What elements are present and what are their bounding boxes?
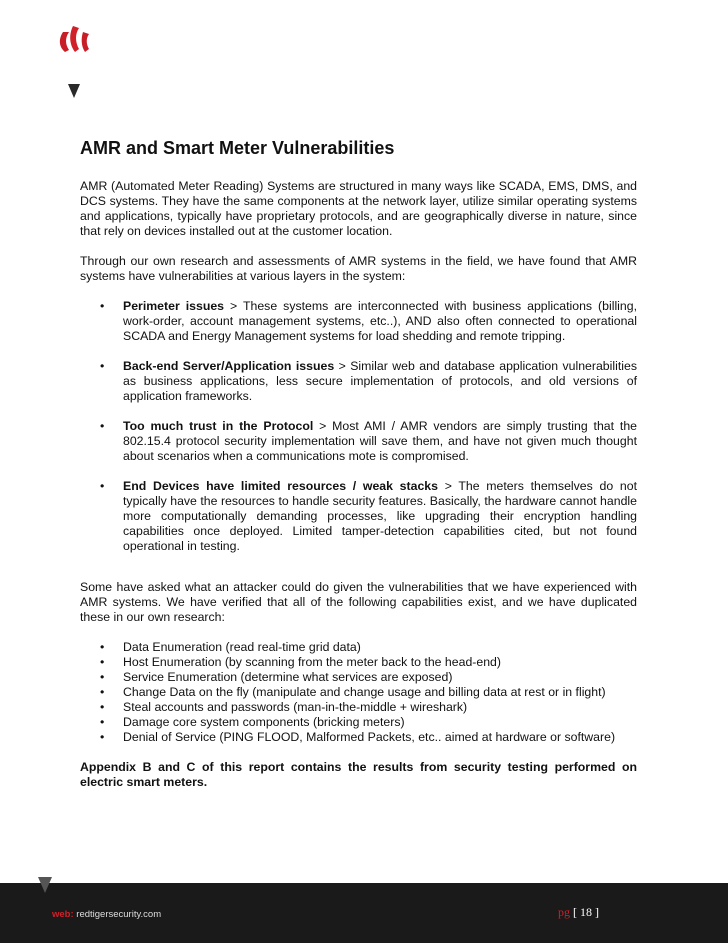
bullet-icon: • bbox=[100, 730, 105, 744]
pg-label: pg bbox=[558, 905, 570, 919]
tiger-claw-logo-icon bbox=[55, 22, 95, 102]
bullet-icon: • bbox=[100, 640, 105, 654]
capabilities-list bbox=[80, 640, 637, 745]
bullet-icon: • bbox=[100, 299, 105, 313]
main-content bbox=[80, 137, 637, 805]
bullet-icon: • bbox=[100, 685, 105, 699]
list-item: • Host Enumeration (by scanning from the meter back to the head-end) bbox=[100, 655, 501, 669]
bullet-icon: • bbox=[100, 419, 105, 433]
attacker-paragraph: Some have asked what an attacker could do given the vulnerabilities that we have experienced with AMR systems. We have verified that all of the following capabilities exist, and we have duplicated these in our own research: bbox=[80, 580, 637, 624]
bullet-icon: • bbox=[100, 670, 105, 684]
list-item: • Data Enumeration (read real-time grid data) bbox=[100, 640, 361, 654]
vulnerability-term: Back-end Server/Application issues bbox=[123, 359, 335, 373]
intro-paragraph: AMR (Automated Meter Reading) Systems are structured in many ways like SCADA, EMS, DMS, and DCS systems. They have the same components at the network layer, utilize similar operating systems and applications, typically have proprietary protocols, and are geographically diverse in nature, since that rely on devices installed out at the customer location. bbox=[80, 179, 637, 238]
bullet-icon: • bbox=[100, 479, 105, 493]
vulnerability-text: > Most AMI / AMR vendors are simply trusting that the 802.15.4 protocol security implementation will save them, and have not given much thought about scenarios when a communications mote is compromised. bbox=[123, 419, 637, 463]
vulnerability-list bbox=[80, 299, 637, 554]
list-item bbox=[80, 419, 637, 464]
vulnerability-text: > The meters themselves do not typically have the resources to handle security features. Basically, the hardware cannot handle more computationally demanding processes, like upgrading their encryption handling capabilities once deployed. Limited tamper-detection capabilities cited, but not found operational in testing. bbox=[123, 479, 637, 553]
footer-claw-icon bbox=[36, 875, 54, 895]
page-footer bbox=[0, 883, 728, 943]
list-item: • Service Enumeration (determine what services are exposed) bbox=[100, 670, 453, 684]
page-title: AMR and Smart Meter Vulnerabilities bbox=[80, 138, 395, 158]
vulnerability-text: > Similar web and database application vulnerabilities as business applications, less secure implementation of protocols, and old versions of application frameworks. bbox=[123, 359, 637, 403]
footer-website bbox=[52, 909, 161, 920]
list-item bbox=[80, 479, 637, 554]
pg-number: [ 18 ] bbox=[570, 905, 599, 919]
vulnerability-text: > These systems are interconnected with business applications (billing, work-order, account management systems, etc..), AND also often connected to operational SCADA and Energy Management systems for load shedding and remote tripping. bbox=[123, 299, 638, 343]
research-paragraph: Through our own research and assessments of AMR systems in the field, we have found that AMR systems have vulnerabilities at various layers in the system: bbox=[80, 254, 637, 283]
list-item: • Denial of Service (PING FLOOD, Malformed Packets, etc.. aimed at hardware or software) bbox=[100, 730, 616, 744]
vulnerability-term: Too much trust in the Protocol bbox=[123, 419, 314, 433]
web-label: web: bbox=[52, 909, 74, 920]
list-item: • Steal accounts and passwords (man-in-the-middle + wireshark) bbox=[100, 700, 468, 714]
list-item: • Damage core system components (bricking meters) bbox=[100, 715, 405, 729]
list-item bbox=[80, 359, 637, 404]
bullet-icon: • bbox=[100, 655, 105, 669]
page-number bbox=[558, 905, 599, 920]
vulnerability-term: End Devices have limited resources / weak stacks bbox=[123, 479, 438, 493]
web-url: redtigersecurity.com bbox=[73, 909, 162, 920]
bullet-icon: • bbox=[100, 715, 105, 729]
bullet-icon: • bbox=[100, 700, 105, 714]
vulnerability-term: Perimeter issues bbox=[123, 299, 225, 313]
appendix-paragraph: Appendix B and C of this report contains the results from security testing performed on electric smart meters. bbox=[80, 760, 637, 789]
list-item: • Change Data on the fly (manipulate and change usage and billing data at rest or in flight) bbox=[100, 685, 606, 699]
bullet-icon: • bbox=[100, 359, 105, 373]
list-item bbox=[80, 299, 637, 344]
